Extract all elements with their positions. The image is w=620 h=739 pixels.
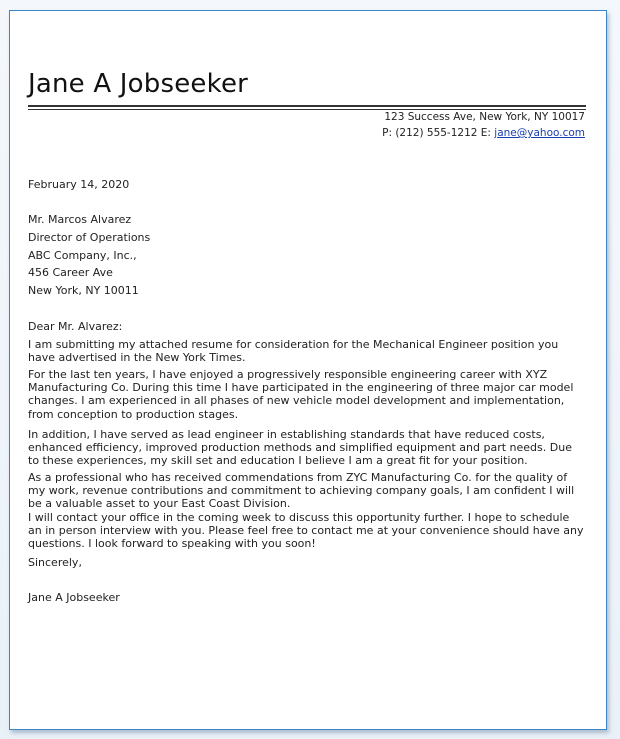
paragraph-text: I will contact your office in the coming week to discuss this opportunity further. I hope to schedule an in person interview with you. Please feel free to contact me at your convenience should have any questions. I look forward to speaking with you soon! (28, 511, 584, 551)
paragraph-text: For the last ten years, I have enjoyed a progressively responsible engineering career with XYZ Manufacturing Co. During this time I have participated in the engineering of three major car model changes. I am experienced in all phases of new vehicle model development and implementation, from conception to production stages. (28, 368, 574, 421)
sender-address: 123 Success Ave, New York, NY 10017 (384, 111, 585, 123)
paragraph-text: I am submitting my attached resume for consideration for the Mechanical Engineer position you have advertised in the New York Times. (28, 338, 559, 365)
sender-phone-email (382, 125, 585, 141)
letter-date: February 14, 2020 (28, 178, 130, 191)
salutation: Dear Mr. Alvarez: (28, 320, 123, 333)
body-paragraph-5 (28, 511, 584, 551)
sender-contact (382, 109, 585, 141)
sender-name: Jane A Jobseeker (28, 69, 249, 99)
recipient-name: Mr. Marcos Alvarez (28, 213, 132, 226)
body-paragraph-3 (28, 428, 584, 468)
signature: Jane A Jobseeker (28, 591, 120, 604)
paragraph-text: In addition, I have served as lead engineer in establishing standards that have reduced costs, enhanced efficiency, improved production methods and simplified equipment and part needs. Due to these experiences, my skill set and education I believe I am a great fit for your position. (28, 428, 572, 468)
body-paragraph-4 (28, 471, 584, 511)
sender-email-link[interactable]: jane@yahoo.com (494, 127, 585, 139)
recipient-city: New York, NY 10011 (28, 284, 139, 297)
recipient-title: Director of Operations (28, 231, 151, 244)
letter-page (9, 10, 607, 730)
recipient-street: 456 Career Ave (28, 266, 113, 279)
closing: Sincerely, (28, 556, 82, 569)
recipient-company: ABC Company, Inc., (28, 249, 137, 262)
body-paragraph-2 (28, 368, 584, 421)
header-rule-thick (28, 105, 586, 107)
paragraph-text: As a professional who has received commendations from ZYC Manufacturing Co. for the quality of my work, revenue contributions and commitment to achieving company goals, I am confident I will be a valuable asset to your East Coast Division. (28, 471, 575, 511)
body-paragraph-1 (28, 338, 584, 364)
sender-phone: P: (212) 555-1212 E: (382, 127, 495, 139)
